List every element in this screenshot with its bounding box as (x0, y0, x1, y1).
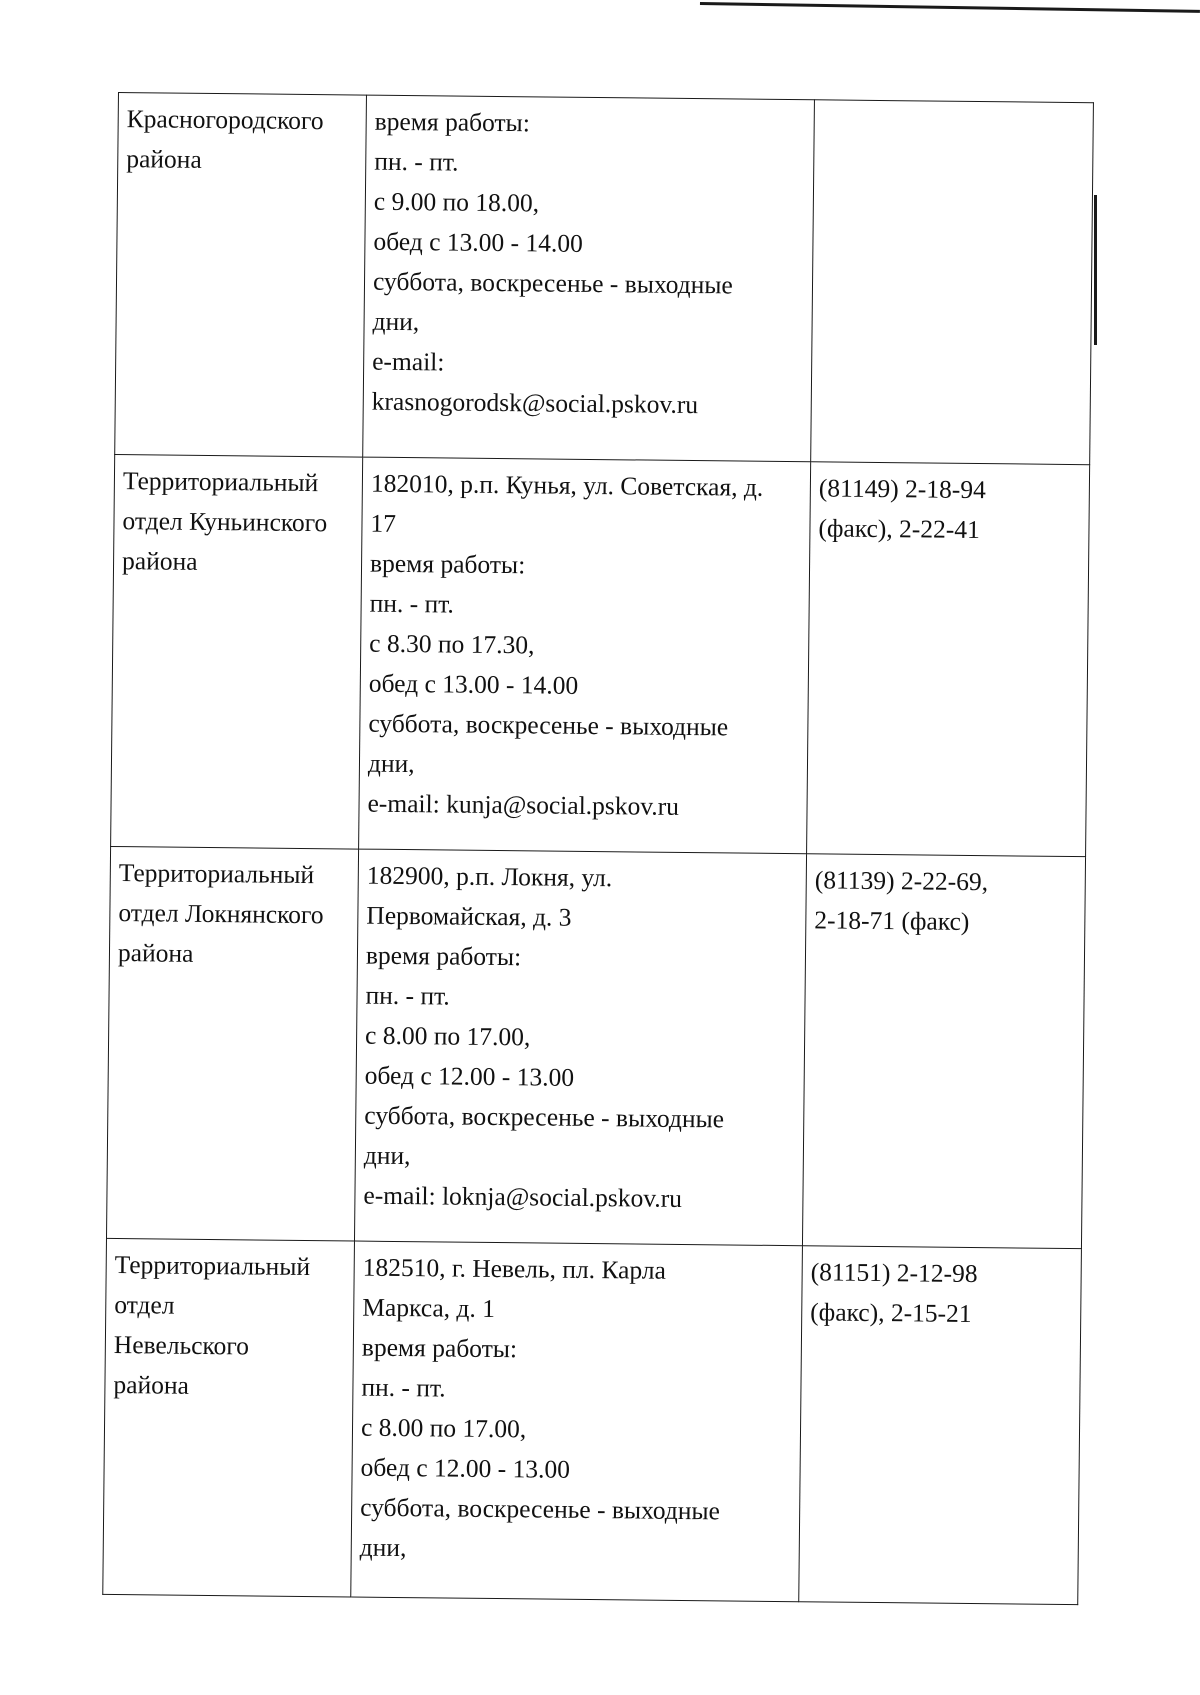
department-name-line: района (126, 144, 202, 174)
address-hours-line: пн. - пт. (374, 146, 459, 177)
address-hours-line: 17 (370, 508, 397, 538)
department-name-line: района (113, 1370, 190, 1400)
address-hours-line: дни, (372, 306, 420, 337)
phone-line: (81139) 2-22-69, (814, 865, 989, 897)
phone-line: 2-18-71 (факс) (814, 905, 970, 936)
table-row (106, 846, 1085, 1248)
address-hours-line: 182900, р.п. Локня, ул. (366, 860, 613, 893)
phone-line: (факс), 2-15-21 (810, 1297, 972, 1329)
address-hours-line: обед с 12.00 - 13.00 (360, 1452, 571, 1484)
table-row (103, 1238, 1082, 1604)
address-hours-line: пн. - пт. (361, 1372, 446, 1403)
address-hours-line: дни, (363, 1140, 411, 1171)
department-name-line: отдел Куньинского (122, 506, 328, 538)
phone-line: (81149) 2-18-94 (818, 473, 986, 505)
department-name-line: района (121, 546, 198, 576)
address-hours-line: дни, (359, 1532, 407, 1563)
address-hours-line: 182510, г. Невель, пл. Карла (362, 1252, 667, 1285)
department-name-cell (106, 846, 358, 1241)
department-name-line: отдел (114, 1290, 175, 1320)
department-name-line: Территориальный (114, 1250, 311, 1282)
phone-cell (802, 854, 1085, 1249)
address-hours-cell (351, 1241, 803, 1602)
address-hours-line: e-mail: loknja@social.pskov.ru (363, 1180, 683, 1213)
department-name-cell (111, 454, 363, 849)
address-hours-line: krasnogorodsk@social.pskov.ru (371, 386, 699, 420)
department-name-line: Невельского (113, 1330, 250, 1361)
address-hours-line: пн. - пт. (365, 980, 450, 1011)
address-hours-cell (354, 849, 806, 1246)
table-row (111, 454, 1090, 856)
address-hours-cell (359, 457, 811, 854)
address-hours-line: Маркса, д. 1 (362, 1292, 496, 1324)
phone-cell (799, 1246, 1082, 1605)
address-hours-line: время работы: (369, 548, 526, 580)
scan-edge-line-top (700, 2, 1200, 13)
address-hours-line: обед с 12.00 - 13.00 (364, 1060, 575, 1092)
department-name-line: Красногородского (126, 104, 324, 136)
address-hours-line: Первомайская, д. 3 (366, 900, 572, 932)
address-hours-cell (363, 95, 815, 462)
table-row (115, 93, 1094, 465)
department-name-cell (103, 1238, 355, 1597)
address-hours-line: суббота, воскресенье - выходные (360, 1492, 721, 1526)
department-name-line: Территориальный (122, 466, 319, 498)
address-hours-line: время работы: (374, 106, 531, 138)
address-hours-line: с 8.00 по 17.00, (364, 1020, 531, 1052)
address-hours-line: время работы: (361, 1332, 518, 1364)
phone-cell (807, 462, 1090, 857)
contacts-table-body (103, 93, 1094, 1605)
address-hours-line: суббота, воскресенье - выходные (368, 708, 729, 742)
contacts-table (102, 92, 1094, 1605)
address-hours-line: суббота, воскресенье - выходные (372, 266, 733, 300)
scan-edge-line-right (1094, 195, 1097, 345)
address-hours-line: дни, (367, 748, 415, 779)
phone-cell (811, 100, 1094, 465)
address-hours-line: обед с 13.00 - 14.00 (373, 226, 583, 258)
phone-line: (81151) 2-12-98 (810, 1257, 978, 1289)
department-name-line: района (117, 938, 194, 968)
address-hours-line: с 8.30 по 17.30, (369, 628, 535, 660)
department-name-line: Территориальный (118, 858, 315, 890)
address-hours-line: с 8.00 по 17.00, (360, 1412, 527, 1444)
address-hours-line: время работы: (365, 940, 522, 972)
document-page (102, 92, 1093, 1605)
address-hours-line: 182010, р.п. Кунья, ул. Советская, д. (370, 468, 764, 502)
address-hours-line: e-mail: (372, 346, 445, 377)
department-name-cell (115, 93, 367, 458)
address-hours-line: с 9.00 по 18.00, (373, 186, 540, 218)
address-hours-line: пн. - пт. (369, 588, 454, 619)
address-hours-line: суббота, воскресенье - выходные (364, 1100, 725, 1134)
phone-line: (факс), 2-22-41 (818, 513, 981, 545)
address-hours-line: e-mail: kunja@social.pskov.ru (367, 788, 680, 821)
address-hours-line: обед с 13.00 - 14.00 (368, 668, 579, 700)
department-name-line: отдел Локнянского (118, 898, 324, 930)
